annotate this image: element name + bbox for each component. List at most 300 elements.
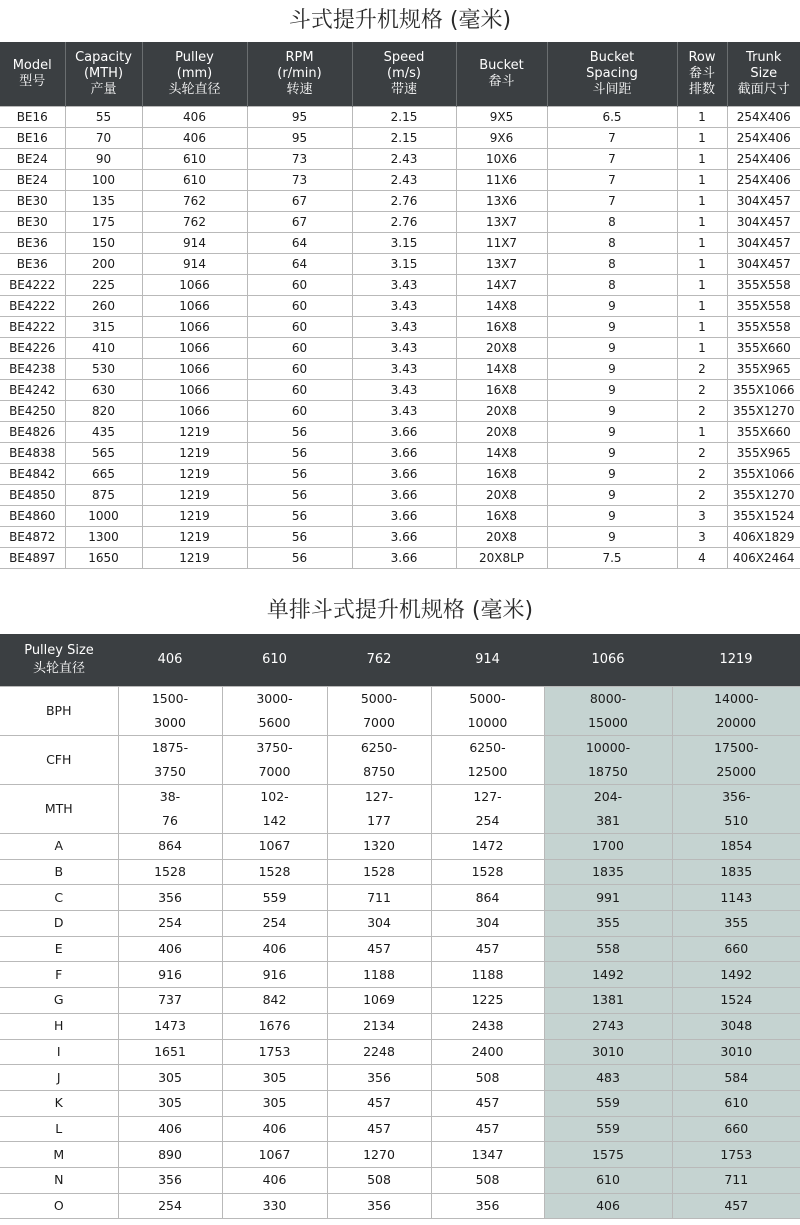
- table-cell: 660: [672, 936, 800, 962]
- row-label-cell: E: [0, 936, 118, 962]
- table-cell: 11X6: [456, 170, 547, 191]
- table-cell: 13X7: [456, 254, 547, 275]
- table-cell: 356: [327, 1193, 431, 1219]
- table-cell: [118, 785, 222, 834]
- header-line: Pulley: [175, 50, 214, 65]
- table-cell: 1: [677, 191, 727, 212]
- cell-line: 204-: [593, 789, 623, 804]
- row-label-cell: I: [0, 1039, 118, 1065]
- table-cell: BE36: [0, 254, 65, 275]
- table-cell: BE36: [0, 233, 65, 254]
- table-cell: 2.76: [352, 212, 456, 233]
- header-line: 畚斗: [688, 66, 715, 81]
- table1-header-cell: [0, 42, 65, 107]
- table-cell: 1143: [672, 885, 800, 911]
- table-cell: [672, 736, 800, 785]
- table-cell: BE4842: [0, 464, 65, 485]
- table-cell: 355: [672, 911, 800, 937]
- row-label-cell: N: [0, 1167, 118, 1193]
- table-cell: 304X457: [727, 212, 800, 233]
- table-cell: 610: [142, 170, 247, 191]
- table-cell: 9X5: [456, 107, 547, 128]
- table-cell: 3.66: [352, 443, 456, 464]
- table-cell: 1: [677, 128, 727, 149]
- table1-header-row: [0, 42, 800, 107]
- table-cell: 1188: [327, 962, 431, 988]
- table-cell: [544, 785, 672, 834]
- table-row: [0, 443, 800, 464]
- table-cell: 56: [247, 548, 352, 569]
- table-cell: 14X8: [456, 296, 547, 317]
- table-cell: 3.43: [352, 317, 456, 338]
- table-cell: 2: [677, 401, 727, 422]
- table-cell: 457: [327, 1090, 431, 1116]
- cell-line: 10000-: [585, 740, 631, 755]
- table-cell: 9: [547, 527, 677, 548]
- table-cell: 559: [544, 1116, 672, 1142]
- table-cell: 1: [677, 233, 727, 254]
- table-cell: 1066: [142, 338, 247, 359]
- table-cell: 1528: [431, 859, 544, 885]
- table-cell: 2400: [431, 1039, 544, 1065]
- header-line: 转速: [286, 82, 313, 97]
- pulley-size-label-cell: [0, 634, 118, 687]
- table-cell: BE16: [0, 107, 65, 128]
- table-cell: 457: [327, 1116, 431, 1142]
- table-cell: BE4222: [0, 296, 65, 317]
- cell-line: 102-: [260, 789, 289, 804]
- table1-body: [0, 107, 800, 569]
- table-cell: 355: [544, 911, 672, 937]
- table-cell: 890: [118, 1142, 222, 1168]
- table-cell: 2: [677, 464, 727, 485]
- table-cell: 2.76: [352, 191, 456, 212]
- table1-title: 斗式提升机规格 (毫米): [288, 8, 512, 33]
- table-cell: 95: [247, 128, 352, 149]
- table-cell: 2.15: [352, 128, 456, 149]
- table-cell: 914: [142, 233, 247, 254]
- cell-line: 254: [475, 813, 500, 828]
- table-cell: 9: [547, 338, 677, 359]
- table-cell: 1067: [222, 1142, 327, 1168]
- table-cell: [327, 736, 431, 785]
- table-cell: BE4242: [0, 380, 65, 401]
- row-label-cell: G: [0, 988, 118, 1014]
- table-cell: 559: [222, 885, 327, 911]
- table-cell: 1188: [431, 962, 544, 988]
- table-cell: 9: [547, 296, 677, 317]
- table2-header-row: [0, 634, 800, 687]
- table-cell: 60: [247, 275, 352, 296]
- table-cell: 1300: [65, 527, 142, 548]
- table-cell: 1835: [672, 859, 800, 885]
- table-cell: 991: [544, 885, 672, 911]
- row-label-cell: H: [0, 1013, 118, 1039]
- cell-line: 1875-: [151, 740, 189, 755]
- table-cell: 56: [247, 422, 352, 443]
- table-row: [0, 380, 800, 401]
- row-label-cell: J: [0, 1065, 118, 1091]
- table-cell: 64: [247, 233, 352, 254]
- table-cell: [431, 736, 544, 785]
- table-cell: BE30: [0, 191, 65, 212]
- table-cell: 150: [65, 233, 142, 254]
- table-cell: 225: [65, 275, 142, 296]
- table-cell: 2.15: [352, 107, 456, 128]
- table-row: [0, 911, 800, 937]
- table-cell: 305: [222, 1065, 327, 1091]
- row-label-cell: O: [0, 1193, 118, 1219]
- table-cell: 254: [118, 1193, 222, 1219]
- table2-title: 单排斗式提升机规格 (毫米): [266, 598, 534, 623]
- table-cell: 20X8: [456, 527, 547, 548]
- table-cell: 1219: [142, 464, 247, 485]
- table-cell: 3.66: [352, 548, 456, 569]
- table-cell: BE4897: [0, 548, 65, 569]
- table-cell: 530: [65, 359, 142, 380]
- table-cell: 9X6: [456, 128, 547, 149]
- table-row: [0, 275, 800, 296]
- table-cell: 762: [142, 212, 247, 233]
- table1-header-cell: [456, 42, 547, 107]
- table-row: [0, 1193, 800, 1219]
- row-label-cell: BPH: [0, 687, 118, 736]
- table1-header-cell: [727, 42, 800, 107]
- table-row: [0, 859, 800, 885]
- table-row: [0, 1090, 800, 1116]
- header-line: 带速: [390, 82, 417, 97]
- table-cell: 9: [547, 401, 677, 422]
- table-cell: 16X8: [456, 506, 547, 527]
- table-cell: 2: [677, 380, 727, 401]
- table-cell: 8: [547, 233, 677, 254]
- table-cell: 1492: [672, 962, 800, 988]
- cell-line: 6250-: [469, 740, 506, 755]
- table-cell: 665: [65, 464, 142, 485]
- table-cell: 3.15: [352, 254, 456, 275]
- header-line: 畚斗: [488, 74, 515, 89]
- table-cell: 254: [118, 911, 222, 937]
- table-cell: 355X1270: [727, 401, 800, 422]
- table-cell: 56: [247, 527, 352, 548]
- header-line: RPM: [285, 50, 314, 65]
- table-row: [0, 296, 800, 317]
- table-cell: 20X8: [456, 422, 547, 443]
- table-cell: 1219: [142, 548, 247, 569]
- table-cell: 355X1066: [727, 380, 800, 401]
- table-cell: 1700: [544, 834, 672, 860]
- table-row: [0, 548, 800, 569]
- table-cell: 9: [547, 506, 677, 527]
- cell-line: 12500: [467, 764, 508, 779]
- table-cell: 3: [677, 506, 727, 527]
- table-cell: 60: [247, 359, 352, 380]
- table-cell: 2743: [544, 1013, 672, 1039]
- cell-line: 17500-: [714, 740, 759, 755]
- table-cell: 1676: [222, 1013, 327, 1039]
- table-cell: 2: [677, 359, 727, 380]
- table-cell: 457: [431, 936, 544, 962]
- table-cell: 315: [65, 317, 142, 338]
- table-cell: 56: [247, 443, 352, 464]
- table-cell: 1: [677, 107, 727, 128]
- header-line: (m/s): [387, 66, 421, 81]
- table-row: [0, 317, 800, 338]
- table-cell: 2248: [327, 1039, 431, 1065]
- table-cell: 1: [677, 170, 727, 191]
- pulley-size-cell: 1219: [672, 634, 800, 687]
- table-cell: 260: [65, 296, 142, 317]
- table-cell: 135: [65, 191, 142, 212]
- table-cell: [327, 687, 431, 736]
- table-cell: 355X660: [727, 422, 800, 443]
- row-label-cell: L: [0, 1116, 118, 1142]
- table-cell: 60: [247, 296, 352, 317]
- header-line: Model: [12, 58, 52, 73]
- table-cell: 9: [547, 485, 677, 506]
- table-cell: 1835: [544, 859, 672, 885]
- table-cell: 558: [544, 936, 672, 962]
- table-row: [0, 149, 800, 170]
- table-cell: [431, 687, 544, 736]
- table-cell: 60: [247, 380, 352, 401]
- table-cell: 254X406: [727, 107, 800, 128]
- table-cell: BE16: [0, 128, 65, 149]
- table-cell: 60: [247, 401, 352, 422]
- table-cell: 14X8: [456, 359, 547, 380]
- table-row: [0, 988, 800, 1014]
- table-cell: 1: [677, 254, 727, 275]
- table-cell: 56: [247, 464, 352, 485]
- header-line: Pulley Size: [24, 643, 94, 658]
- table-cell: 8: [547, 212, 677, 233]
- table-cell: 55: [65, 107, 142, 128]
- table-cell: BE4222: [0, 275, 65, 296]
- table-cell: [544, 736, 672, 785]
- cell-line: 356-: [722, 789, 751, 804]
- cell-line: 8000-: [589, 691, 627, 706]
- table-cell: 254: [222, 911, 327, 937]
- table-cell: 1320: [327, 834, 431, 860]
- pulley-size-cell: 914: [431, 634, 544, 687]
- table-cell: 3010: [672, 1039, 800, 1065]
- table-cell: 1: [677, 296, 727, 317]
- header-line: Spacing: [586, 66, 638, 81]
- pulley-size-cell: 406: [118, 634, 222, 687]
- table-cell: 1219: [142, 485, 247, 506]
- table-cell: 406: [222, 1167, 327, 1193]
- row-label-cell: K: [0, 1090, 118, 1116]
- table-cell: 2: [677, 443, 727, 464]
- table-cell: 916: [222, 962, 327, 988]
- table-cell: 355X965: [727, 359, 800, 380]
- table-cell: 3.43: [352, 359, 456, 380]
- table-cell: 820: [65, 401, 142, 422]
- table-cell: 355X558: [727, 317, 800, 338]
- table-row: [0, 338, 800, 359]
- table-row: [0, 687, 800, 736]
- table-cell: 3.66: [352, 464, 456, 485]
- table-cell: 305: [222, 1090, 327, 1116]
- table-cell: 7.5: [547, 548, 677, 569]
- table-cell: 200: [65, 254, 142, 275]
- table-cell: 1: [677, 275, 727, 296]
- cell-line: 38-: [159, 789, 181, 804]
- table-cell: 1066: [142, 317, 247, 338]
- cell-line: 7000: [258, 764, 291, 779]
- table-cell: 304: [431, 911, 544, 937]
- table-cell: BE4872: [0, 527, 65, 548]
- cell-line: 5000-: [469, 691, 506, 706]
- table-row: [0, 464, 800, 485]
- table-cell: 67: [247, 212, 352, 233]
- table-cell: 20X8LP: [456, 548, 547, 569]
- table-cell: 56: [247, 506, 352, 527]
- table-cell: 1: [677, 317, 727, 338]
- table-cell: 1528: [327, 859, 431, 885]
- cell-line: 18750: [588, 764, 628, 779]
- table-cell: 11X7: [456, 233, 547, 254]
- table-cell: 16X8: [456, 317, 547, 338]
- table-cell: 584: [672, 1065, 800, 1091]
- table-cell: 711: [672, 1167, 800, 1193]
- table-cell: 1650: [65, 548, 142, 569]
- table-cell: 711: [327, 885, 431, 911]
- table-row: [0, 962, 800, 988]
- cell-line: 3000-: [256, 691, 293, 706]
- table-cell: 175: [65, 212, 142, 233]
- table-cell: 457: [431, 1090, 544, 1116]
- table-cell: 3: [677, 527, 727, 548]
- table-cell: BE4226: [0, 338, 65, 359]
- table-cell: 3.66: [352, 506, 456, 527]
- table-cell: 20X8: [456, 485, 547, 506]
- table-cell: 9: [547, 359, 677, 380]
- table-row: [0, 506, 800, 527]
- table-cell: 2.43: [352, 170, 456, 191]
- table-cell: 305: [118, 1090, 222, 1116]
- table-cell: BE4838: [0, 443, 65, 464]
- table-cell: 14X8: [456, 443, 547, 464]
- table-cell: 356: [118, 885, 222, 911]
- table-cell: 406X2464: [727, 548, 800, 569]
- table-cell: 1066: [142, 275, 247, 296]
- table-cell: BE30: [0, 212, 65, 233]
- table-cell: 3.66: [352, 422, 456, 443]
- table-cell: 610: [544, 1167, 672, 1193]
- table-cell: 1270: [327, 1142, 431, 1168]
- table-cell: 762: [142, 191, 247, 212]
- table-cell: 9: [547, 380, 677, 401]
- table-cell: 1347: [431, 1142, 544, 1168]
- table-cell: 1753: [672, 1142, 800, 1168]
- table-cell: 1066: [142, 359, 247, 380]
- table-cell: 406: [142, 107, 247, 128]
- table1-header-cell: [352, 42, 456, 107]
- header-line: (mm): [176, 66, 213, 81]
- table-row: [0, 1013, 800, 1039]
- table-cell: 13X6: [456, 191, 547, 212]
- table-cell: 4: [677, 548, 727, 569]
- table-cell: 559: [544, 1090, 672, 1116]
- table-row: [0, 1167, 800, 1193]
- table-cell: 3.43: [352, 401, 456, 422]
- table-cell: 406: [118, 1116, 222, 1142]
- table-cell: 3.15: [352, 233, 456, 254]
- table-cell: 737: [118, 988, 222, 1014]
- header-line: 截面尺寸: [737, 82, 790, 97]
- table-cell: 330: [222, 1193, 327, 1219]
- table-cell: BE4860: [0, 506, 65, 527]
- table-cell: 1066: [142, 296, 247, 317]
- table-cell: 610: [142, 149, 247, 170]
- table-cell: 508: [431, 1065, 544, 1091]
- table-cell: 16X8: [456, 380, 547, 401]
- cell-line: 7000: [363, 715, 395, 730]
- table-cell: 406: [544, 1193, 672, 1219]
- table-cell: BE24: [0, 149, 65, 170]
- table-row: [0, 1116, 800, 1142]
- table-cell: 20X8: [456, 338, 547, 359]
- row-label-cell: CFH: [0, 736, 118, 785]
- cell-line: 14000-: [714, 691, 759, 706]
- table-cell: 73: [247, 149, 352, 170]
- cell-line: 6250-: [360, 740, 398, 755]
- table-cell: 10X6: [456, 149, 547, 170]
- table-cell: 508: [431, 1167, 544, 1193]
- table-cell: [672, 785, 800, 834]
- table-cell: 864: [118, 834, 222, 860]
- table-row: [0, 885, 800, 911]
- table-row: [0, 107, 800, 128]
- table-cell: 660: [672, 1116, 800, 1142]
- table-cell: 355X1524: [727, 506, 800, 527]
- table-cell: 6.5: [547, 107, 677, 128]
- table-cell: 90: [65, 149, 142, 170]
- cell-line: 381: [596, 813, 620, 828]
- table-cell: 9: [547, 422, 677, 443]
- table-cell: 3.43: [352, 380, 456, 401]
- table-cell: 1651: [118, 1039, 222, 1065]
- table-cell: 1472: [431, 834, 544, 860]
- table-cell: [327, 785, 431, 834]
- row-label-cell: MTH: [0, 785, 118, 834]
- table-cell: 100: [65, 170, 142, 191]
- cell-line: 76: [162, 813, 178, 828]
- row-label-cell: D: [0, 911, 118, 937]
- cell-line: 3750-: [256, 740, 293, 755]
- table1-header-cell: [142, 42, 247, 107]
- header-line: 型号: [19, 74, 46, 89]
- table-cell: 1: [677, 422, 727, 443]
- table-row: [0, 128, 800, 149]
- table-cell: BE4826: [0, 422, 65, 443]
- table-cell: 7: [547, 128, 677, 149]
- header-line: Bucket: [479, 58, 524, 73]
- header-line: (r/min): [277, 66, 322, 81]
- table1-header-cell: [247, 42, 352, 107]
- table-cell: BE4250: [0, 401, 65, 422]
- table-row: [0, 1142, 800, 1168]
- table-cell: 1381: [544, 988, 672, 1014]
- table-cell: 1067: [222, 834, 327, 860]
- table-cell: 1219: [142, 527, 247, 548]
- table-row: [0, 936, 800, 962]
- header-line: 斗间距: [592, 82, 632, 97]
- table-cell: 1219: [142, 422, 247, 443]
- cell-line: 15000: [588, 715, 628, 730]
- table-cell: 565: [65, 443, 142, 464]
